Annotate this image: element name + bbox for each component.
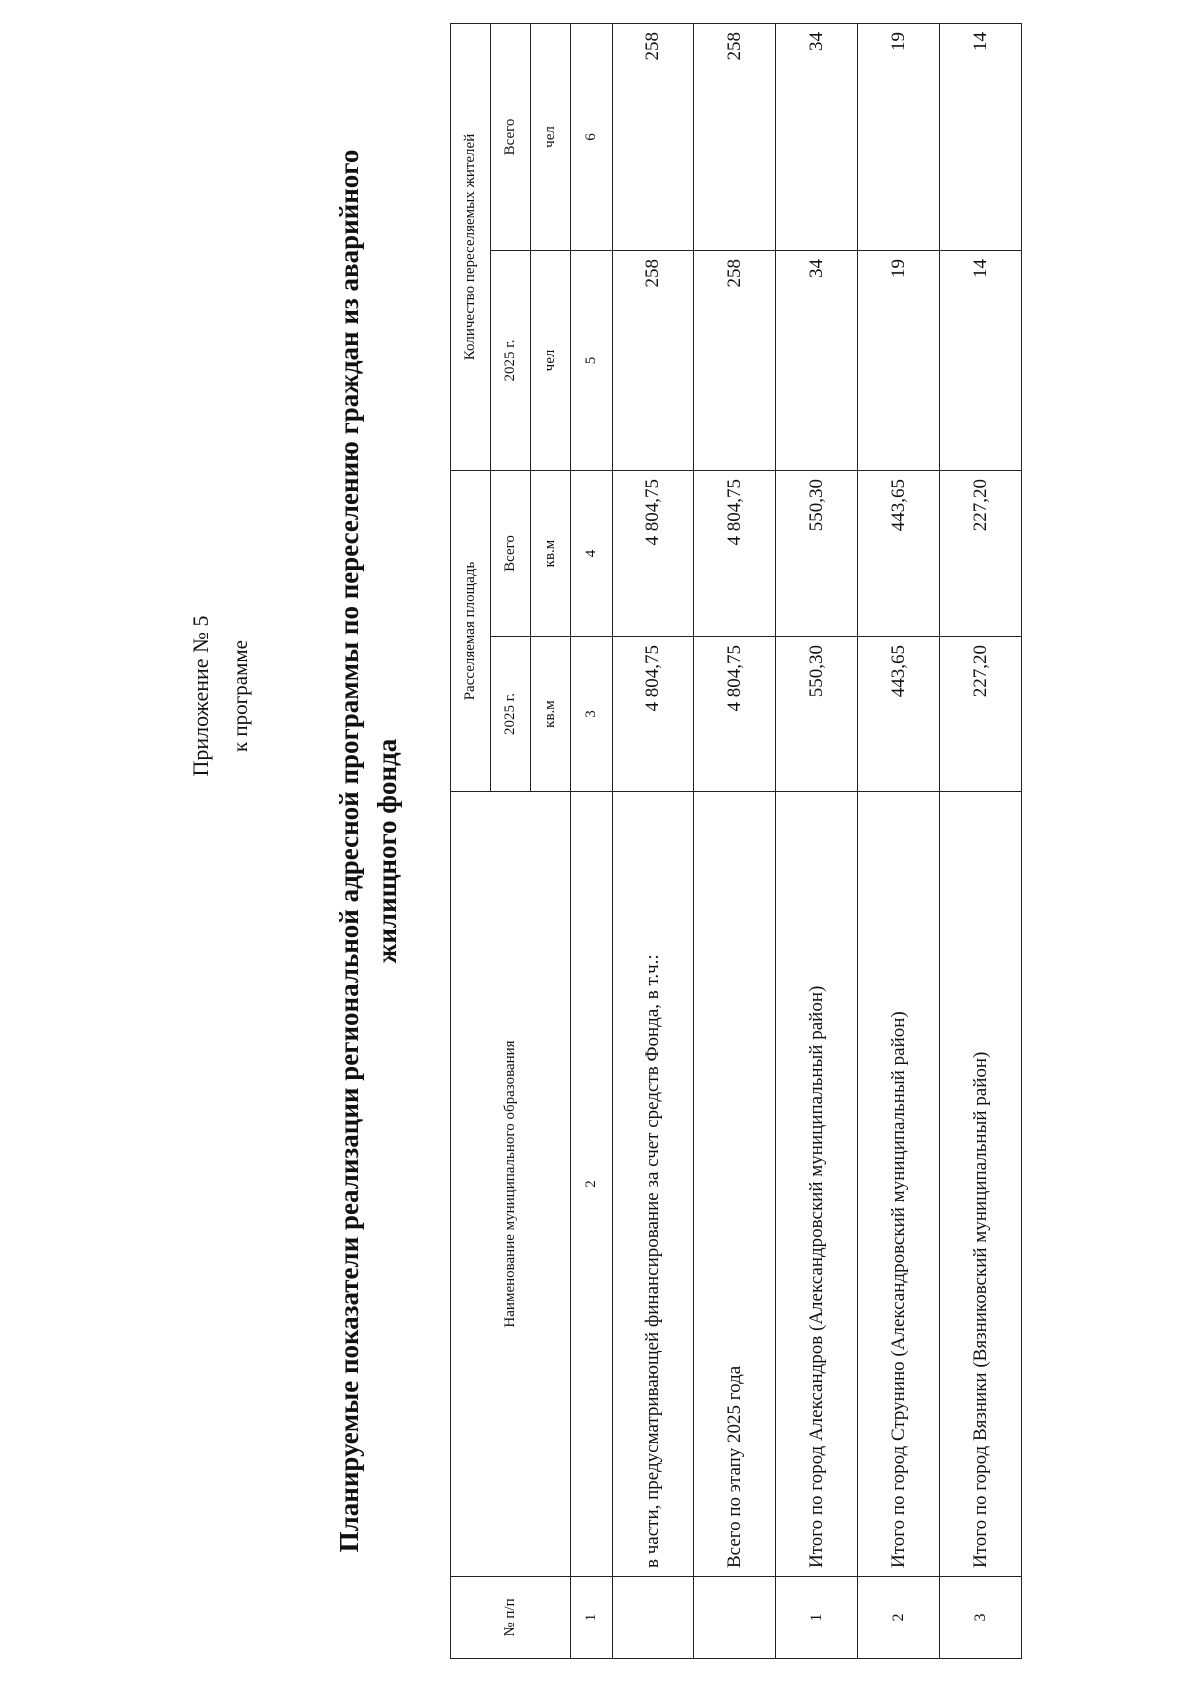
row-people-total: 19: [858, 23, 940, 250]
column-number: 1: [571, 1577, 613, 1659]
header-num: № п/п: [451, 1577, 571, 1659]
row-people-total: 14: [940, 23, 1022, 250]
row-people-year: 34: [776, 251, 858, 471]
row-area-total: 443,65: [858, 471, 940, 637]
row-people-year: 258: [694, 251, 776, 471]
row-people-total: 258: [613, 23, 694, 250]
header-area-year: 2025 г.: [491, 637, 531, 792]
appendix-title: Приложение № 5: [188, 615, 213, 777]
row-area-year: 4 804,75: [613, 637, 694, 792]
row-name: Всего по этапу 2025 года: [694, 792, 776, 1577]
table-row: [613, 23, 694, 1658]
column-numbers-row: [571, 23, 613, 1658]
row-num: 1: [776, 1577, 858, 1659]
row-num: 3: [940, 1577, 1022, 1659]
row-name: Итого по город Вязники (Вязниковский муниципальный район): [940, 792, 1022, 1577]
row-people-year: 258: [613, 251, 694, 471]
row-num: 2: [858, 1577, 940, 1659]
column-number: 5: [571, 251, 613, 471]
table-row: [776, 23, 858, 1658]
row-area-year: 443,65: [858, 637, 940, 792]
row-area-total: 4 804,75: [613, 471, 694, 637]
appendix-subtitle: к программе: [228, 639, 252, 753]
header-unit-people-total: чел: [531, 23, 571, 250]
header-people-total: Всего: [491, 23, 531, 250]
table-row: [940, 23, 1022, 1658]
document-title: [330, 136, 406, 1566]
row-area-total: 227,20: [940, 471, 1022, 637]
row-area-total: 550,30: [776, 471, 858, 637]
row-people-year: 19: [858, 251, 940, 471]
header-area-group: Расселяемая площадь: [451, 471, 491, 792]
row-name: в части, предусматривающей финансирование за счет средств Фонда, в т.ч.:: [613, 792, 694, 1577]
header-unit-area-total: кв.м: [531, 471, 571, 637]
column-number: 4: [571, 471, 613, 637]
column-number: 6: [571, 23, 613, 250]
row-area-total: 4 804,75: [694, 471, 776, 637]
table-row: [694, 23, 776, 1658]
row-people-total: 258: [694, 23, 776, 250]
row-area-year: 4 804,75: [694, 637, 776, 792]
resettlement-table: [450, 23, 1022, 1659]
header-people-year: 2025 г.: [491, 251, 531, 471]
row-area-year: 550,30: [776, 637, 858, 792]
column-number: 2: [571, 792, 613, 1577]
column-number: 3: [571, 637, 613, 792]
document-title-line-2: жилищного фонда: [372, 738, 402, 964]
header-name: Наименование муниципального образования: [451, 792, 571, 1577]
row-area-year: 227,20: [940, 637, 1022, 792]
header-area-total: Всего: [491, 471, 531, 637]
row-people-total: 34: [776, 23, 858, 250]
row-num: [613, 1577, 694, 1659]
header-people-group: Количество переселяемых жителей: [451, 23, 491, 470]
row-num: [694, 1577, 776, 1659]
header-unit-people-year: чел: [531, 251, 571, 471]
row-people-year: 14: [940, 251, 1022, 471]
header-unit-area-year: кв.м: [531, 637, 571, 792]
table-row: [858, 23, 940, 1658]
row-name: Итого по город Александров (Александровский муниципальный район): [776, 792, 858, 1577]
row-name: Итого по город Струнино (Александровский муниципальный район): [858, 792, 940, 1577]
document-title-line-1: Планируемые показатели реализации региональной адресной программы по переселению граждан из аварийного: [334, 149, 364, 1553]
